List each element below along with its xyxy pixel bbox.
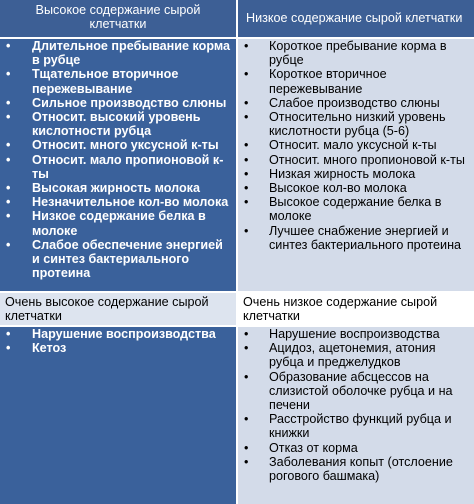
list-item-text: Высокая жирность молока xyxy=(32,181,200,196)
list-item xyxy=(242,39,470,67)
high-fiber-list xyxy=(4,39,232,280)
bullet-icon: • xyxy=(6,95,11,110)
list-item xyxy=(242,370,470,413)
bullet-icon: • xyxy=(6,341,11,356)
very-high-fiber-list xyxy=(4,327,232,355)
list-item-text: Относит. много пропионовой к-ты xyxy=(269,152,465,167)
bullet-icon: • xyxy=(244,440,249,455)
bullet-icon: • xyxy=(6,39,11,53)
bullet-icon: • xyxy=(244,195,249,210)
list-item-text: Длительное пребывание корма в рубце xyxy=(32,39,231,68)
list-item xyxy=(4,238,232,281)
bullet-icon: • xyxy=(6,327,11,341)
bullet-icon: • xyxy=(6,110,11,125)
list-item xyxy=(4,39,232,67)
bullet-icon: • xyxy=(244,454,249,469)
list-item xyxy=(242,138,470,152)
list-item xyxy=(4,195,232,209)
list-item-text: Незначительное кол-во молока xyxy=(32,195,229,210)
bullet-icon: • xyxy=(244,67,249,82)
list-item xyxy=(242,224,470,252)
list-item xyxy=(242,181,470,195)
low-fiber-list xyxy=(242,39,470,252)
list-item-text: Относительно низкий уровень кислотности рубца (5-6) xyxy=(269,110,446,139)
bullet-icon: • xyxy=(244,341,249,356)
list-item-text: Относит. мало пропионовой к-ты xyxy=(32,152,224,181)
list-item-text: Относит. высокий уровень кислотности рубца xyxy=(32,110,201,139)
list-item xyxy=(242,67,470,95)
bullet-icon: • xyxy=(244,110,249,125)
list-item-text: Слабое производство слюны xyxy=(269,95,440,110)
list-item-text: Низкое содержание белка в молоке xyxy=(32,209,206,238)
bullet-icon: • xyxy=(244,327,249,341)
high-fiber-cell xyxy=(0,39,236,291)
list-item xyxy=(242,455,470,483)
very-high-fiber-cell xyxy=(0,327,236,504)
bullet-icon: • xyxy=(244,223,249,238)
list-item-text: Образование абсцессов на слизистой оболочке рубца и на печени xyxy=(269,369,453,413)
low-fiber-cell xyxy=(238,39,474,291)
list-item xyxy=(4,327,232,341)
list-item-text: Сильное производство слюны xyxy=(32,95,227,110)
list-item xyxy=(242,153,470,167)
list-item xyxy=(4,181,232,195)
list-item xyxy=(4,153,232,181)
list-item-text: Низкая жирность молока xyxy=(269,166,416,181)
bullet-icon: • xyxy=(244,181,249,196)
list-item-text: Расстройство функций рубца и книжки xyxy=(269,412,452,441)
list-item xyxy=(242,167,470,181)
list-item-text: Нарушение воспроизводства xyxy=(269,327,440,341)
list-item xyxy=(242,110,470,138)
bullet-icon: • xyxy=(6,209,11,224)
list-item xyxy=(4,138,232,152)
list-item xyxy=(4,67,232,95)
list-item-text: Нарушение воспроизводства xyxy=(32,327,216,341)
list-item xyxy=(242,96,470,110)
list-item xyxy=(242,341,470,369)
bullet-icon: • xyxy=(6,152,11,167)
bullet-icon: • xyxy=(244,138,249,153)
bullet-icon: • xyxy=(244,39,249,53)
bullet-icon: • xyxy=(6,67,11,82)
bullet-icon: • xyxy=(6,195,11,210)
very-low-fiber-title: Очень низкое содержание сырой клетчатки xyxy=(238,293,474,325)
list-item-text: Заболевания копыт (отслоение рогового башмака) xyxy=(269,454,453,484)
list-item-text: Тщательное вторичное пережевывание xyxy=(32,67,179,96)
bullet-icon: • xyxy=(6,181,11,196)
bullet-icon: • xyxy=(244,412,249,427)
list-item-text: Относит. много уксусной к-ты xyxy=(32,138,219,153)
bullet-icon: • xyxy=(6,237,11,252)
list-item-text: Короткое вторичное пережевывание xyxy=(269,67,387,96)
header-high-fiber: Высокое содержание сырой клетчатки xyxy=(0,0,236,37)
bullet-icon: • xyxy=(244,152,249,167)
list-item-text: Ацидоз, ацетонемия, атония рубца и преджелудков xyxy=(269,341,436,370)
list-item-text: Высокое кол-во молока xyxy=(269,181,407,196)
list-item-text: Высокое содержание белка в молоке xyxy=(269,195,442,224)
very-low-fiber-list xyxy=(242,327,470,483)
list-item xyxy=(4,341,232,355)
header-low-fiber: Низкое содержание сырой клетчатки xyxy=(238,0,474,37)
list-item xyxy=(4,209,232,237)
bullet-icon: • xyxy=(244,95,249,110)
bullet-icon: • xyxy=(244,369,249,384)
very-low-fiber-cell xyxy=(238,327,474,504)
list-item-text: Отказ от корма xyxy=(269,440,358,455)
list-item-text: Лучшее снабжение энергией и синтез бактериального протеина xyxy=(269,223,462,252)
list-item-text: Относит. мало уксусной к-ты xyxy=(269,138,437,153)
bullet-icon: • xyxy=(6,138,11,153)
list-item xyxy=(4,96,232,110)
list-item-text: Слабое обеспечение энергией и синтез бактериального протеина xyxy=(32,237,223,281)
list-item xyxy=(242,441,470,455)
list-item-text: Кетоз xyxy=(32,341,67,356)
list-item xyxy=(4,110,232,138)
list-item xyxy=(242,412,470,440)
list-item xyxy=(242,327,470,341)
very-high-fiber-title: Очень высокое содержание сырой клетчатки xyxy=(0,293,236,325)
list-item xyxy=(242,195,470,223)
bullet-icon: • xyxy=(244,166,249,181)
list-item-text: Короткое пребывание корма в рубце xyxy=(269,39,447,68)
